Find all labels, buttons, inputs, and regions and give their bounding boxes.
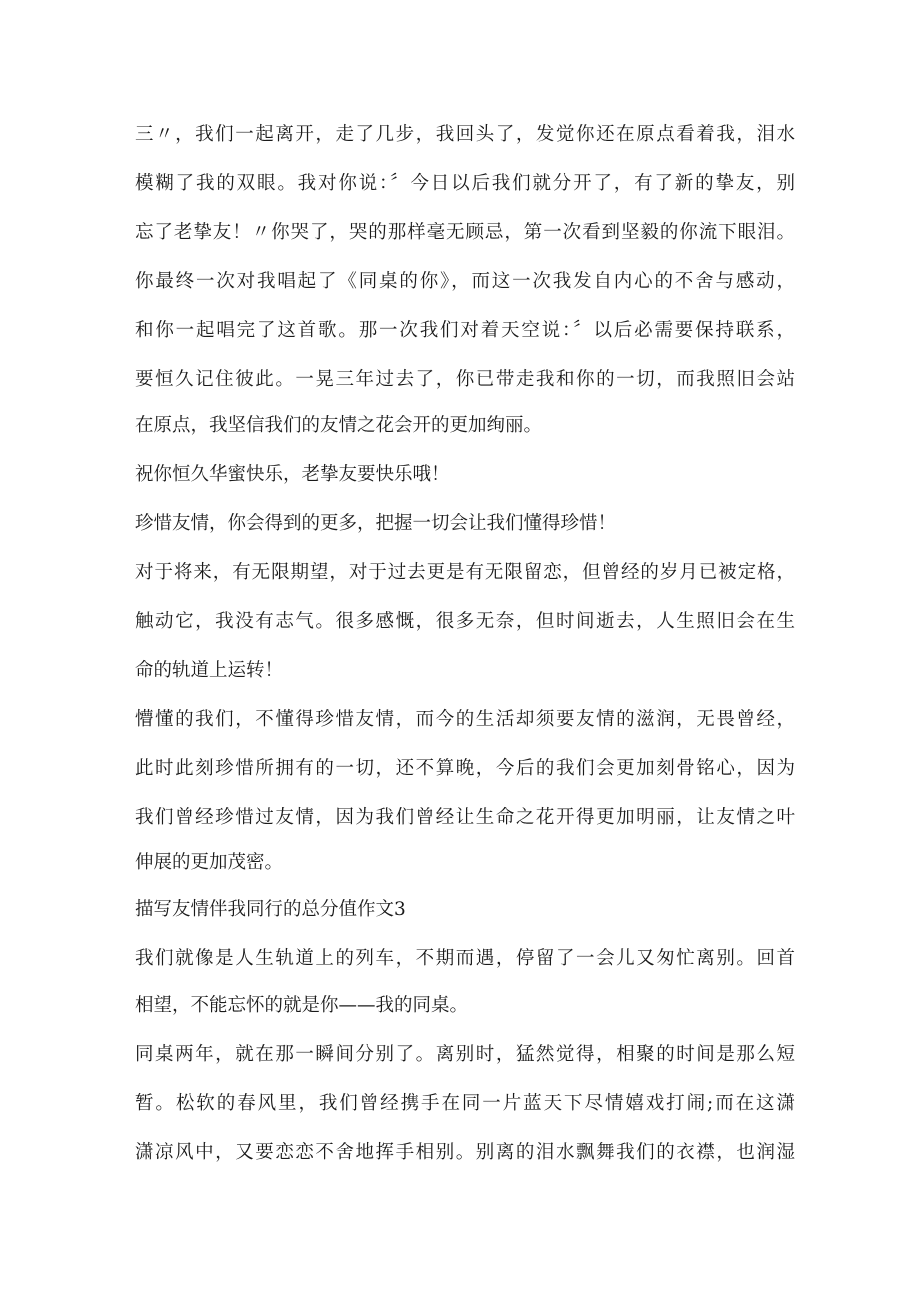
paragraph-line: 珍惜友情，你会得到的更多，把握一切会让我们懂得珍惜！	[135, 513, 617, 534]
paragraph-line: 懵懂的我们，不懂得珍惜友情，而今的生活却须要友情的滋润，无畏曾经，	[135, 709, 795, 730]
paragraph-line: 对于将来，有无限期望，对于过去更是有无限留恋，但曾经的岁月已被定格，	[135, 562, 795, 583]
paragraph-line: 和你一起唱完了这首歌。那一次我们对着天空说：〞以后必需要保持联系，	[135, 320, 795, 341]
paragraph-line: 同桌两年，就在那一瞬间分别了。离别时，猛然觉得，相聚的时间是那么短	[135, 1044, 795, 1065]
paragraph-line: 要恒久记住彼此。一晃三年过去了，你已带走我和你的一切，而我照旧会站	[135, 369, 795, 390]
paragraph-line: 你最终一次对我唱起了《同桌的你》，而这一次我发自内心的不舍与感动，	[135, 271, 795, 292]
paragraph-line: 三〃，我们一起离开，走了几步，我回头了，发觉你还在原点看着我，泪水	[135, 124, 795, 145]
paragraph-line: 我们就像是人生轨道上的列车，不期而遇，停留了一会儿又匆忙离别。回首	[135, 948, 795, 969]
paragraph-line: 伸展的更加茂密。	[135, 852, 284, 873]
paragraph-line: 模糊了我的双眼。我对你说：〞今日以后我们就分开了，有了新的挚友，别	[135, 173, 795, 194]
paragraph-line: 暂。松软的春风里，我们曾经携手在同一片蓝天下尽情嬉戏打闹;而在这潇	[135, 1093, 795, 1114]
paragraph-line: 祝你恒久华蜜快乐，老挚友要快乐哦！	[135, 464, 450, 485]
paragraph-line: 命的轨道上运转！	[135, 660, 284, 681]
paragraph-line: 在原点，我坚信我们的友情之花会开的更加绚丽。	[135, 415, 543, 436]
paragraph-line: 触动它，我没有志气。很多感慨，很多无奈，但时间逝去，人生照旧会在生	[135, 611, 795, 632]
paragraph-line: 我们曾经珍惜过友情，因为我们曾经让生命之花开得更加明丽，让友情之叶	[135, 807, 795, 828]
paragraph-line: 此时此刻珍惜所拥有的一切，还不算晚，今后的我们会更加刻骨铭心，因为	[135, 758, 795, 779]
paragraph-line: 潇凉风中，又要恋恋不舍地挥手相别。别离的泪水飘舞我们的衣襟，也润湿	[135, 1142, 795, 1163]
paragraph-line: 相望，不能忘怀的就是你——我的同桌。	[135, 995, 469, 1016]
paragraph-line: 忘了老挚友！〃你哭了，哭的那样毫无顾忌，第一次看到坚毅的你流下眼泪。	[135, 222, 795, 243]
section-heading: 描写友情伴我同行的总分值作文3	[135, 899, 406, 920]
